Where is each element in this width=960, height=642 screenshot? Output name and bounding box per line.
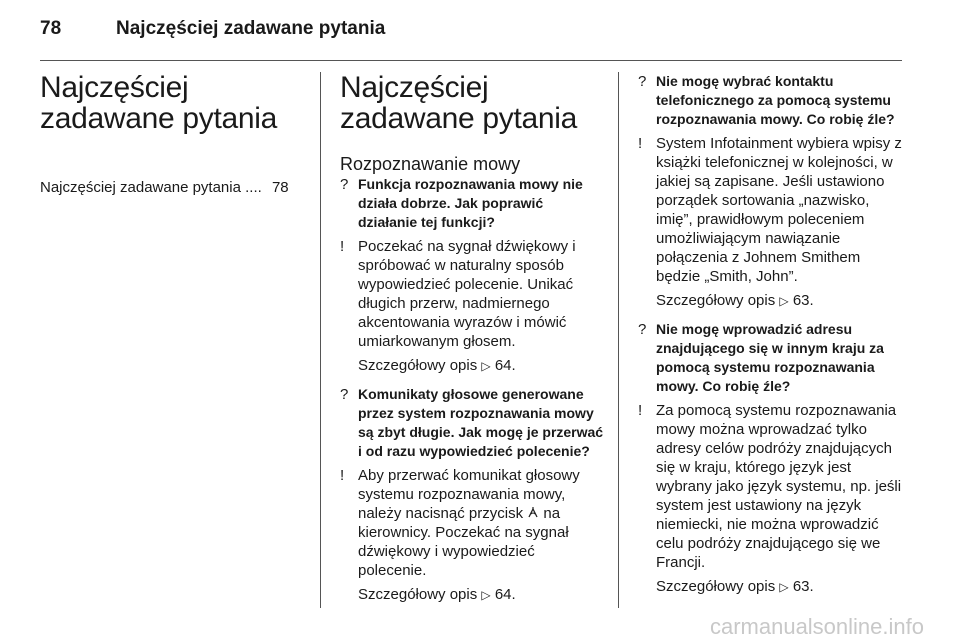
toc-dots: ....: [245, 179, 262, 196]
watermark: carmanualsonline.info: [709, 614, 924, 639]
question-text: Komunikaty głosowe generowane przez system rozpoznawania mowy są zbyt długie. Jak mogę je przerwać i od razu wypowiedzieć polecenie?: [358, 386, 604, 459]
question: [340, 385, 606, 461]
question-text: Nie mogę wybrać kontaktu telefonicznego za pomocą systemu rozpoznawania mowy. Co robię źle?: [656, 73, 895, 127]
question-icon: ?: [340, 176, 349, 193]
chapter-title: Najczęściej zadawane pytania: [40, 71, 278, 135]
answer-text: Za pomocą systemu rozpoznawania mowy można wprowadzać tylko adresy celów podróży znajdujących się w kraju, którego język jest wybrany jako język systemu, np. jeśli system jest ustawiony na język niemiecki, nie można wprowadzić celu podróży znajdującego się we Francji.: [656, 402, 902, 571]
reference[interactable]: [638, 577, 902, 597]
reference-page: 64.: [494, 357, 516, 374]
reference-label: Szczegółowy opis: [358, 586, 478, 603]
reference-label: Szczegółowy opis: [656, 292, 776, 309]
reference-label: Szczegółowy opis: [358, 357, 478, 374]
answer-text: Poczekać na sygnał dźwiękowy i spróbować w naturalny sposób wypowiedzieć polecenie. Unikać długich przerw, nadmiernego akcentowania wyrazów i mówić umiarkowanym głosem.: [358, 238, 576, 350]
answer-text-part: Aby przerwać komunikat głosowy systemu rozpoznawania mowy, należy nacisnąć przycisk: [358, 467, 580, 522]
question-text: Funkcja rozpoznawania mowy nie działa dobrze. Jak poprawić działanie tej funkcji?: [358, 176, 583, 230]
exclamation-icon: !: [340, 467, 345, 484]
reference[interactable]: [340, 585, 606, 605]
answer-text-part: na kierownicy. Poczekać na sygnał dźwiękowy i wypowiedzieć polecenie.: [358, 505, 569, 579]
answer: [638, 134, 902, 286]
reference-page: 63.: [792, 578, 814, 595]
column-divider: [320, 72, 321, 608]
answer: [340, 466, 606, 580]
content-column-1: [340, 72, 606, 614]
question-icon: ?: [638, 321, 647, 338]
exclamation-icon: !: [638, 402, 643, 419]
answer: [638, 401, 902, 572]
question-icon: ?: [340, 386, 349, 403]
reference-label: Szczegółowy opis: [656, 578, 776, 595]
toc-column: [40, 72, 308, 198]
answer-text: System Infotainment wybiera wpisy z książki telefonicznej w kolejności, w jakiej są zapisane. Jeśli ustawiono porządek sortowania „nazwisko, imię”, prawidłowym poleceniem umożliwiającym nawiązanie połączenia z Johnem Smithem będzie „Smith, John”.: [656, 135, 902, 285]
subsection-title: Rozpoznawanie mowy: [340, 154, 521, 174]
reference[interactable]: [638, 291, 902, 311]
header-rule: [40, 60, 902, 61]
exclamation-icon: !: [638, 135, 643, 152]
answer: [340, 237, 606, 351]
section-title: Najczęściej zadawane pytania: [340, 71, 578, 135]
toc-label: Najczęściej zadawane pytania: [40, 179, 241, 196]
running-title: Najczęściej zadawane pytania: [116, 18, 386, 39]
answer-text: [358, 466, 606, 580]
arrow-right-icon: ▷: [481, 588, 491, 602]
question: [638, 320, 902, 396]
reference[interactable]: [340, 356, 606, 376]
page-number: 78: [40, 18, 62, 39]
question-icon: ?: [638, 73, 647, 90]
toc-page: 78: [271, 179, 289, 196]
page-header: [40, 12, 902, 54]
question-text: Nie mogę wprowadzić adresu znajdującego się w innym kraju za pomocą systemu rozpoznawania mowy. Co robię źle?: [656, 321, 884, 394]
question: [340, 175, 606, 232]
arrow-right-icon: ▷: [779, 294, 789, 308]
content-column-2: [638, 72, 902, 606]
toc-entry[interactable]: [40, 178, 308, 198]
reference-page: 64.: [494, 586, 516, 603]
steering-voice-icon: [527, 506, 539, 520]
exclamation-icon: !: [340, 238, 345, 255]
arrow-right-icon: ▷: [779, 580, 789, 594]
column-divider: [618, 72, 619, 608]
question: [638, 72, 902, 129]
arrow-right-icon: ▷: [481, 359, 491, 373]
reference-page: 63.: [792, 292, 814, 309]
